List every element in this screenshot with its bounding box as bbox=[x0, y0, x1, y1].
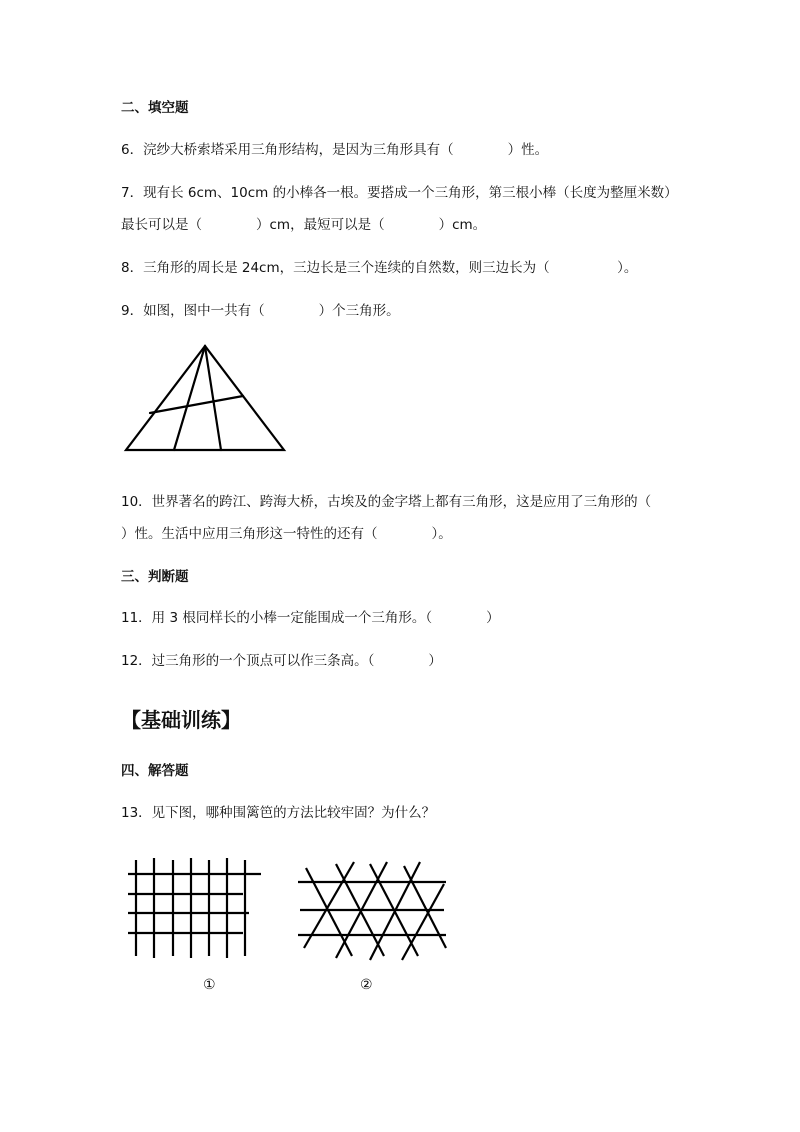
question-9: 9．如图，图中一共有（ ）个三角形。 bbox=[121, 303, 400, 319]
question-13: 13．见下图，哪种围篱笆的方法比较牢固？为什么？ bbox=[121, 805, 436, 821]
question-8: 8．三角形的周长是 24cm，三边长是三个连续的自然数，则三边长为（ ）。 bbox=[121, 260, 638, 276]
fence-grid-figure bbox=[125, 852, 265, 967]
question-11: 11．用 3 根同样长的小棒一定能围成一个三角形。（ ） bbox=[121, 610, 500, 626]
question-6: 6．浣纱大桥索塔采用三角形结构，是因为三角形具有（ ）性。 bbox=[121, 142, 549, 158]
question-7-line-1: 7．现有长 6cm、10cm 的小棒各一根。要搭成一个三角形，第三根小棒（长度为整厘米数） bbox=[121, 185, 678, 201]
section-heading-answer: 四、解答题 bbox=[121, 763, 189, 779]
question-10-line-2: ）性。生活中应用三角形这一特性的还有（ ）。 bbox=[121, 526, 452, 542]
question-10-line-1: 10．世界著名的跨江、跨海大桥，古埃及的金字塔上都有三角形，这是应用了三角形的（ bbox=[121, 494, 652, 510]
fence-triangle-figure bbox=[292, 856, 452, 966]
basic-training-banner: 【基础训练】 bbox=[121, 708, 241, 732]
section-heading-fill-blank: 二、填空题 bbox=[121, 100, 189, 116]
section-heading-judgement: 三、判断题 bbox=[121, 569, 189, 585]
figure-label-1: ① bbox=[203, 977, 216, 993]
figure-label-2: ② bbox=[360, 977, 373, 993]
question-7-line-2: 最长可以是（ ）cm，最短可以是（ ）cm。 bbox=[121, 217, 487, 233]
triangle-figure bbox=[118, 340, 290, 456]
question-12: 12．过三角形的一个顶点可以作三条高。（ ） bbox=[121, 653, 442, 669]
